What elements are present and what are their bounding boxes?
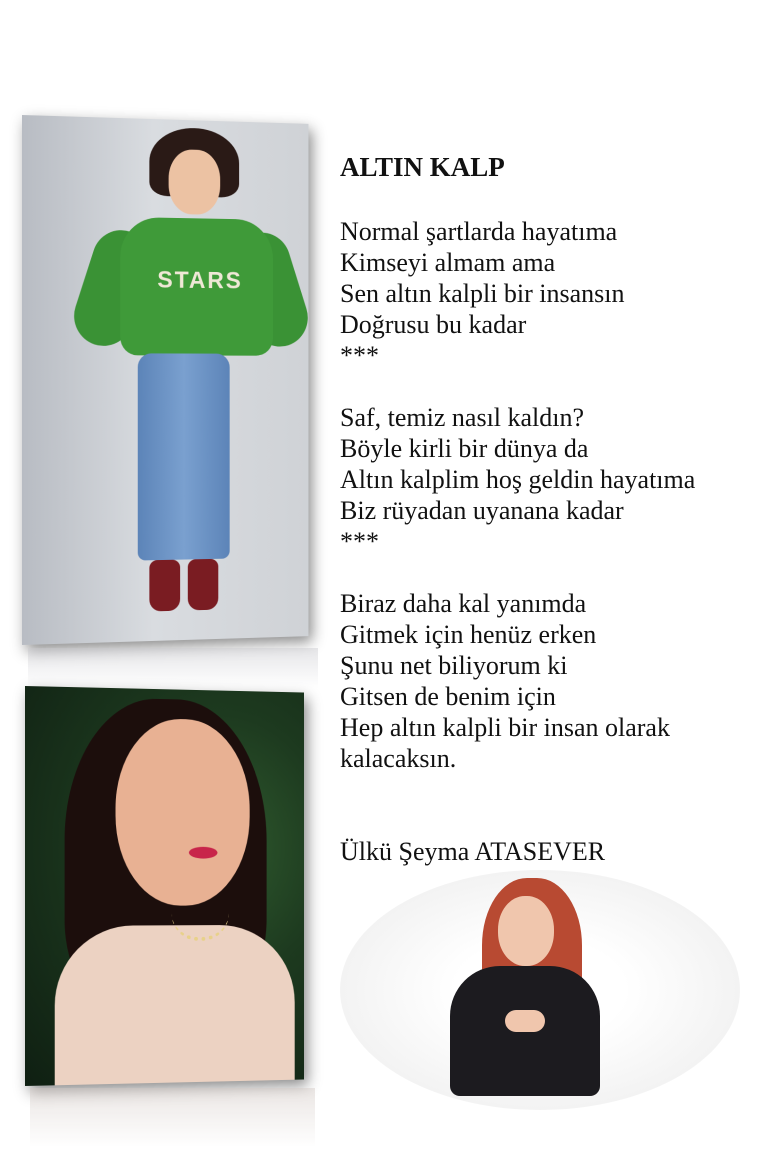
poem-line: Hep altın kalpli bir insan olarak xyxy=(340,713,670,742)
portrait-face xyxy=(116,718,250,906)
poem-line: Gitmek için henüz erken xyxy=(340,620,597,649)
portrait-top xyxy=(55,925,295,1086)
poem-line: Doğrusu bu kadar xyxy=(340,310,527,339)
stanza-separator: *** xyxy=(340,527,379,556)
photo-portrait-night xyxy=(25,686,304,1086)
poem-line: Şunu net biliyorum ki xyxy=(340,651,568,680)
boot-right xyxy=(188,559,218,611)
poem-line: Sen altın kalpli bir insansın xyxy=(340,279,625,308)
poem-author: Ülkü Şeyma ATASEVER xyxy=(340,837,606,866)
photo-green-sweater xyxy=(22,115,308,645)
poem-line: Gitsen de benim için xyxy=(340,682,556,711)
poem-line: Kimseyi almam ama xyxy=(340,248,556,277)
poem-line: Normal şartlarda hayatıma xyxy=(340,217,618,246)
poem-line: Saf, temiz nasıl kaldın? xyxy=(340,403,585,432)
poem-line: Altın kalplim hoş geldin hayatıma xyxy=(340,465,696,494)
jeans xyxy=(138,353,230,560)
stanza-2 xyxy=(340,402,765,557)
stanza-separator: *** xyxy=(340,341,379,370)
portrait-lips xyxy=(189,847,218,859)
crossed-arms xyxy=(505,1010,545,1032)
oval-face xyxy=(498,896,554,966)
stanza-3 xyxy=(340,588,765,774)
poem xyxy=(340,150,765,805)
photo-reflection-top xyxy=(28,648,318,688)
poem-title: ALTIN KALP xyxy=(340,152,505,182)
boot-left xyxy=(149,560,180,612)
poem-line: kalacaksın. xyxy=(340,744,457,773)
poem-line: Biz rüyadan uyanana kadar xyxy=(340,496,624,525)
poem-line: Böyle kirli bir dünya da xyxy=(340,434,589,463)
stanza-1 xyxy=(340,216,765,371)
poem-line: Biraz daha kal yanımda xyxy=(340,589,587,618)
photo-reflection-bottom xyxy=(30,1088,315,1148)
face xyxy=(169,149,221,215)
sweater-print-text: STARS xyxy=(157,266,243,295)
photo-portrait-oval xyxy=(340,870,740,1110)
